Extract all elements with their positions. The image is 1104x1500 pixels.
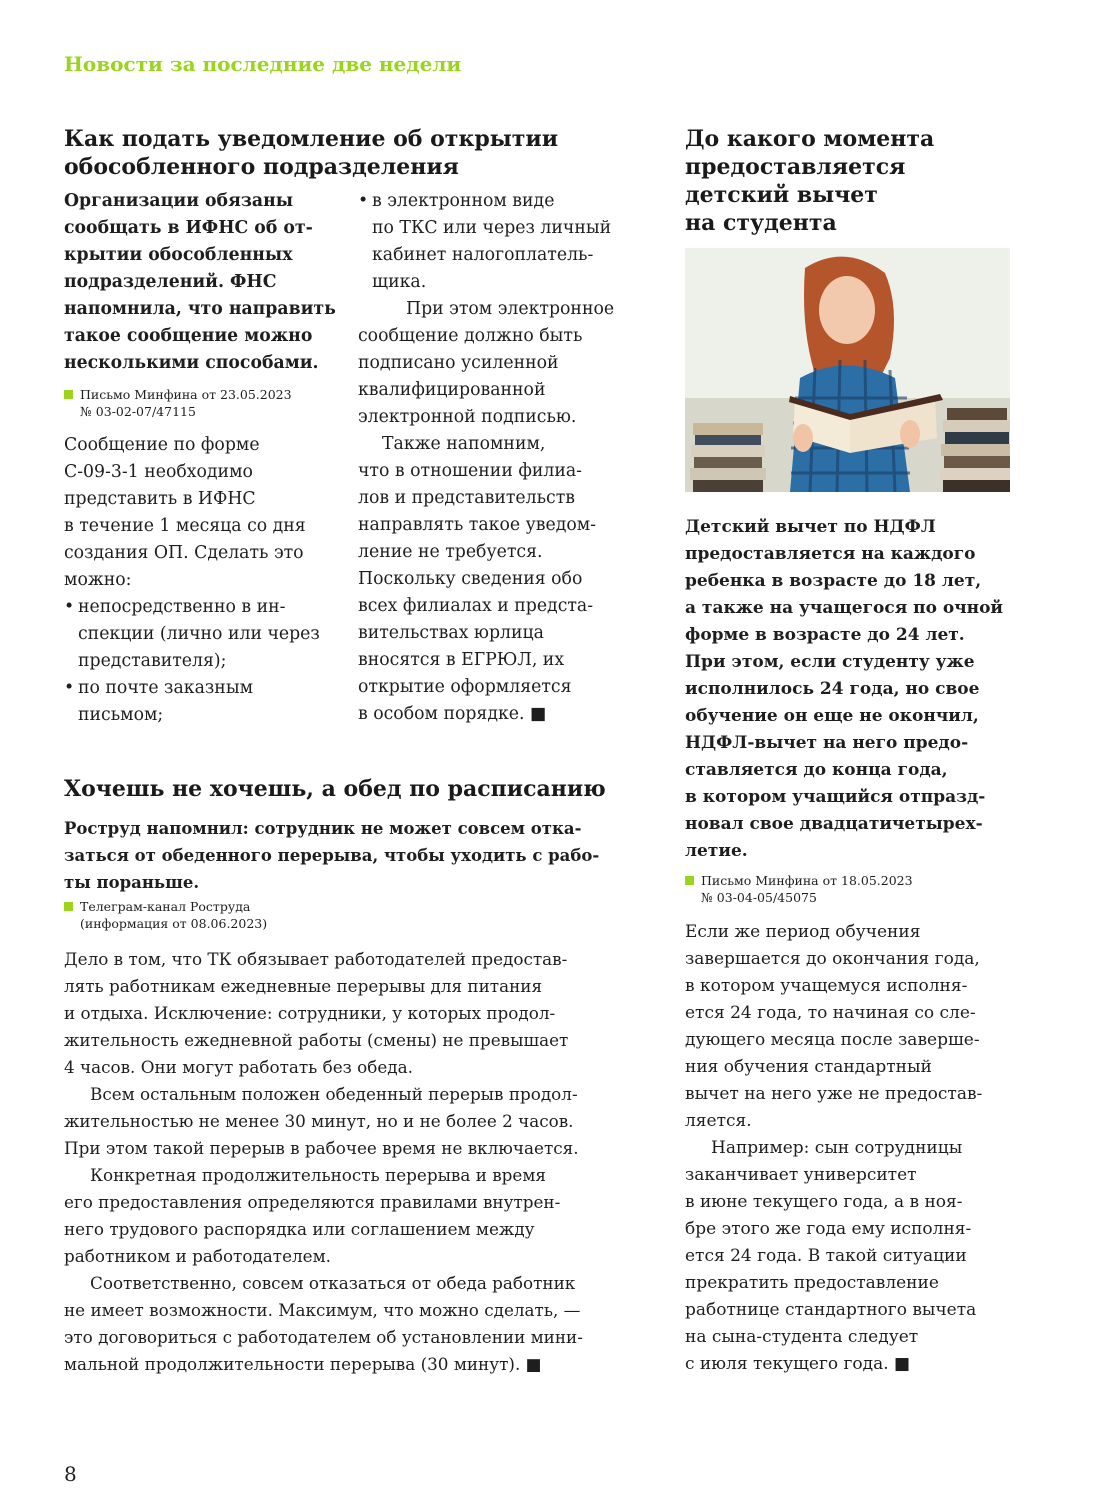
article1-body-right <box>358 188 648 728</box>
body-line: • в электронном виде <box>372 191 555 211</box>
body-line: Конкретная продолжительность перерыва и время <box>90 1165 546 1185</box>
source-line: № 03-02-07/47115 <box>80 404 196 419</box>
body-line: При этом электронное <box>406 299 615 319</box>
lead-line: а также на учащегося по очной <box>685 598 1004 618</box>
article2-lead <box>64 815 644 896</box>
body-line: в котором учащемуся исполня- <box>685 976 968 996</box>
bullet-item <box>64 594 349 675</box>
article2-source <box>64 898 360 932</box>
lead-line: в котором учащийся отпразд- <box>685 787 986 807</box>
section-label: Новости за последние две недели <box>64 52 462 76</box>
body-line: Если же период обучения <box>685 922 921 942</box>
body-line: не имеет возможности. Максимум, что можно сделать, — <box>64 1300 581 1320</box>
body-line: жительностью не менее 30 минут, но и не более 2 часов. <box>64 1111 574 1131</box>
body-line: Сообщение по форме <box>64 435 260 455</box>
body-line: Поскольку сведения обо <box>358 569 583 589</box>
body-line: • непосредственно в ин- <box>78 597 286 617</box>
body-line: работнице стандартного вычета <box>685 1300 977 1320</box>
lead-line: Роструд напомнил: сотрудник не может совсем отка- <box>64 819 582 838</box>
article1-title-line: Как подать уведомление об открытии <box>64 126 559 152</box>
body-line: всех филиалах и предста- <box>358 596 594 616</box>
body-line: и отдыха. Исключение: сотрудники, у которых продол- <box>64 1003 556 1023</box>
body-line: на сына-студента следует <box>685 1327 919 1347</box>
body-line: бре этого же года ему исполня- <box>685 1219 972 1239</box>
body-line: лов и представительств <box>358 488 575 508</box>
source-marker-icon <box>64 902 73 911</box>
source-line: № 03-04-05/45075 <box>701 890 817 905</box>
lead-line: заться от обеденного перерыва, чтобы уходить с рабо- <box>64 846 600 865</box>
body-line: ется 24 года. В такой ситуации <box>685 1246 967 1266</box>
article3-title-line: на студента <box>685 210 837 236</box>
article1-title <box>64 125 624 181</box>
lead-line: Детский вычет по НДФЛ <box>685 517 936 537</box>
lead-line: НДФЛ-вычет на него предо- <box>685 733 969 753</box>
body-line: С-09-3-1 необходимо <box>64 462 253 482</box>
bullet-item <box>358 188 648 296</box>
body-line: в особом порядке. ■ <box>358 704 547 724</box>
lead-line: подразделений. ФНС <box>64 272 277 292</box>
page-number: 8 <box>64 1462 77 1486</box>
body-line: • по почте заказным <box>78 678 254 698</box>
body-line: ляется. <box>685 1111 752 1131</box>
lead-line: ребенка в возрасте до 18 лет, <box>685 571 982 591</box>
lead-line: сообщать в ИФНС об от- <box>64 218 313 238</box>
body-line: с июля текущего года. ■ <box>685 1354 911 1374</box>
body-line: лять работникам ежедневные перерывы для питания <box>64 976 543 996</box>
article1-source <box>64 386 360 420</box>
body-line: ния обучения стандартный <box>685 1057 932 1077</box>
body-line: ление не требуется. <box>358 542 543 562</box>
body-line: направлять такое уведом- <box>358 515 597 535</box>
article3-source <box>685 872 1001 906</box>
body-line: вносятся в ЕГРЮЛ, их <box>358 650 565 670</box>
article1-body-left <box>64 432 349 729</box>
bullet-item <box>64 675 349 729</box>
student-reading-illustration <box>685 248 1010 492</box>
body-line: квалифицированной <box>358 380 546 400</box>
body-line: в течение 1 месяца со дня <box>64 516 306 536</box>
body-line: письмом; <box>78 705 164 725</box>
body-line: представить в ИФНС <box>64 489 256 509</box>
source-line: Телеграм-канал Роструда <box>80 899 251 914</box>
body-line: Например: сын сотрудницы <box>711 1138 963 1158</box>
body-line: прекратить предоставление <box>685 1273 939 1293</box>
body-line: вычет на него уже не предостав- <box>685 1084 983 1104</box>
lead-line: крытии обособленных <box>64 245 293 265</box>
lead-line: несколькими способами. <box>64 353 319 373</box>
article1-title-line: обособленного подразделения <box>64 154 459 180</box>
body-line: завершается до окончания года, <box>685 949 980 969</box>
source-marker-icon <box>64 390 73 399</box>
source-marker-icon <box>685 876 694 885</box>
body-line: Всем остальным положен обеденный перерыв продол- <box>90 1084 578 1104</box>
body-line: щика. <box>372 272 427 292</box>
body-line: работником и работодателем. <box>64 1246 331 1266</box>
article3-title <box>685 125 1015 237</box>
article2-title: Хочешь не хочешь, а обед по расписанию <box>64 776 606 802</box>
lead-line: новал свое двадцатичетырех- <box>685 814 983 834</box>
lead-line: исполнилось 24 года, но свое <box>685 679 980 699</box>
article2-body <box>64 946 654 1378</box>
lead-line: обучение он еще не окончил, <box>685 706 979 726</box>
lead-line: ставляется до конца года, <box>685 760 948 780</box>
student-reading-photo <box>685 248 1010 492</box>
lead-line: При этом, если студенту уже <box>685 652 975 672</box>
article3-title-line: предоставляется <box>685 154 906 180</box>
body-line: Также напомним, <box>382 434 546 454</box>
body-line: в июне текущего года, а в ноя- <box>685 1192 963 1212</box>
body-line: кабинет налогоплатель- <box>372 245 594 265</box>
article3-title-line: детский вычет <box>685 182 878 208</box>
body-line: электронной подписью. <box>358 407 577 427</box>
body-line: создания ОП. Сделать это <box>64 543 304 563</box>
lead-line: напомнила, что направить <box>64 299 336 319</box>
body-line: что в отношении филиа- <box>358 461 583 481</box>
article3-body <box>685 919 1025 1378</box>
lead-line: такое сообщение можно <box>64 326 313 346</box>
body-line: Соответственно, совсем отказаться от обеда работник <box>90 1273 576 1293</box>
book-stack-right <box>940 408 1010 492</box>
body-line: это договориться с работодателем об установлении мини- <box>64 1327 583 1347</box>
body-line: открытие оформляется <box>358 677 572 697</box>
source-line: Письмо Минфина от 18.05.2023 <box>701 873 913 888</box>
lead-line: ты пораньше. <box>64 873 200 892</box>
book-stack-left <box>690 423 766 492</box>
body-line: представителя); <box>78 651 227 671</box>
body-line: дующего месяца после заверше- <box>685 1030 980 1050</box>
body-line: мальной продолжительности перерыва (30 минут). ■ <box>64 1354 542 1374</box>
body-line: Дело в том, что ТК обязывает работодателей предостав- <box>64 949 568 969</box>
body-line: При этом такой перерыв в рабочее время не включается. <box>64 1138 579 1158</box>
article3-lead <box>685 514 1015 865</box>
body-line: ется 24 года, то начиная со сле- <box>685 1003 976 1023</box>
body-line: сообщение должно быть <box>358 326 583 346</box>
lead-line: летие. <box>685 841 748 861</box>
body-line: можно: <box>64 570 132 590</box>
lead-line: предоставляется на каждого <box>685 544 976 564</box>
body-line: заканчивает университет <box>685 1165 917 1185</box>
lead-line: Организации обязаны <box>64 191 294 211</box>
source-line: Письмо Минфина от 23.05.2023 <box>80 387 292 402</box>
lead-line: форме в возрасте до 24 лет. <box>685 625 965 645</box>
body-line: вительствах юрлица <box>358 623 544 643</box>
article3-title-line: До какого момента <box>685 126 935 152</box>
body-line: жительность ежедневной работы (смены) не превышает <box>64 1030 569 1050</box>
body-line: по ТКС или через личный <box>372 218 612 238</box>
article1-lead <box>64 188 349 377</box>
source-line: (информация от 08.06.2023) <box>80 916 268 931</box>
body-line: подписано усиленной <box>358 353 559 373</box>
body-line: 4 часов. Они могут работать без обеда. <box>64 1057 413 1077</box>
body-line: него трудового распорядка или соглашением между <box>64 1219 535 1239</box>
body-line: спекции (лично или через <box>78 624 320 644</box>
body-line: его предоставления определяются правилами внутрен- <box>64 1192 561 1212</box>
